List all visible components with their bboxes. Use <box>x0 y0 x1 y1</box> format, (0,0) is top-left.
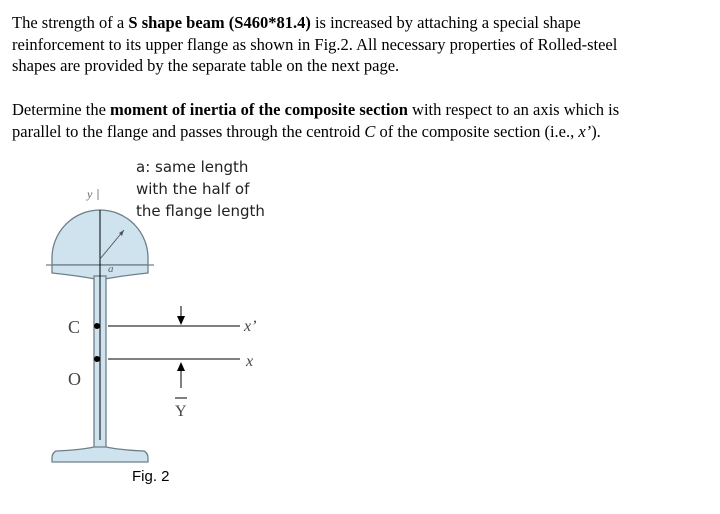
note-line-3: the flange length <box>136 202 265 220</box>
note-line-2: with the half of <box>136 180 250 198</box>
dimension-note <box>136 156 265 222</box>
label-x-prime: x’ <box>244 318 257 335</box>
label-a: a <box>108 263 114 275</box>
origin-o-dot <box>94 356 100 362</box>
beam-designation: S shape beam (S460*81.4) <box>128 13 311 32</box>
p2-line-2a: parallel to the flange and passes through the centroid <box>12 121 365 141</box>
label-y: y <box>87 187 93 201</box>
centroid-c-dot <box>94 323 100 329</box>
y-arrow-top-head <box>177 316 185 325</box>
p2-line-2b: of the composite section (i.e., <box>375 121 579 141</box>
bottom-flange <box>52 447 148 462</box>
label-y-dimension: Y <box>175 403 187 420</box>
note-line-1: a: same length <box>136 158 249 176</box>
label-o: O <box>68 369 81 389</box>
p2-text-2: with respect to an axis which is <box>407 100 620 119</box>
p1-text-1: The strength of a <box>12 13 129 32</box>
p1-line-2: reinforcement to its upper flange as shown in Fig.2. All necessary properties of Rolled-steel <box>12 34 618 54</box>
label-c: C <box>68 317 81 337</box>
p2-text-1: Determine the <box>12 100 111 119</box>
p2-line-2c: ). <box>591 121 601 141</box>
figure-caption: Fig. 2 <box>132 468 170 485</box>
p1-text-2: is increased by attaching a special shape <box>310 13 581 32</box>
centroid-symbol: C <box>364 121 376 141</box>
task-highlight: moment of inertia of the composite section <box>110 100 408 119</box>
p1-line-3: shapes are provided by the separate table on the next page. <box>12 56 400 75</box>
label-x: x <box>246 353 254 370</box>
axis-symbol: x’ <box>578 121 592 141</box>
y-arrow-bottom-head <box>177 362 185 371</box>
